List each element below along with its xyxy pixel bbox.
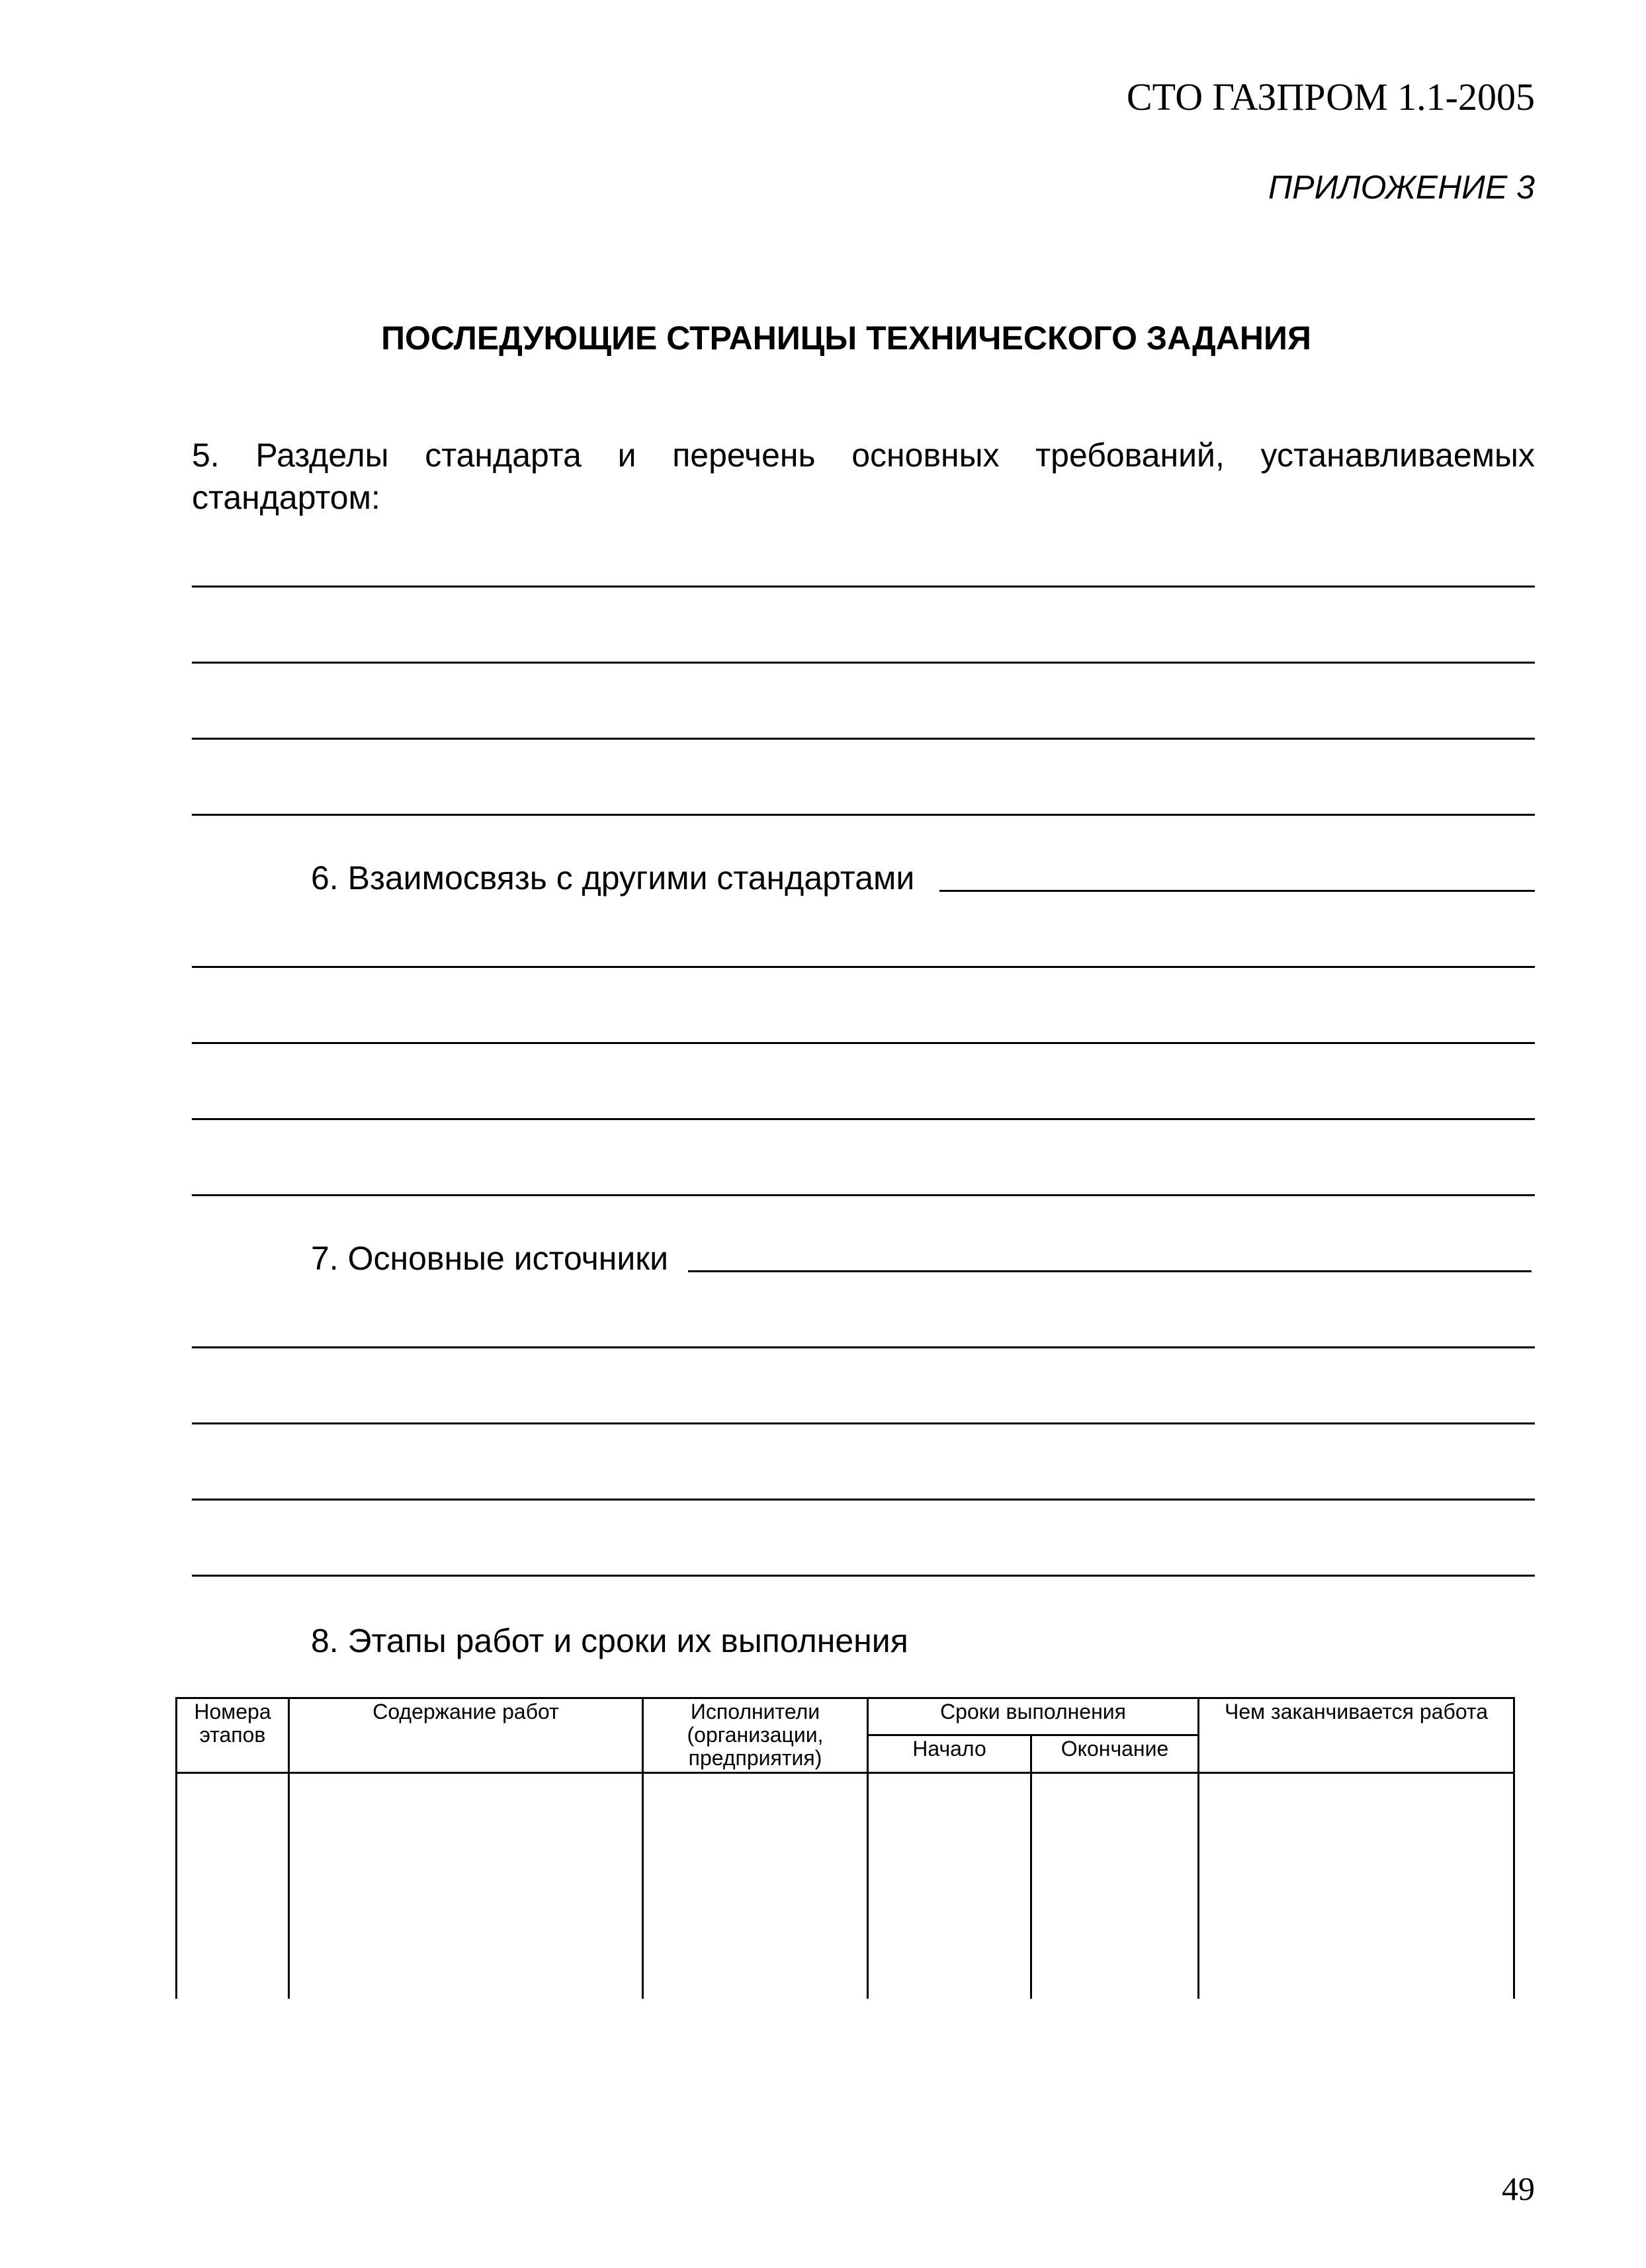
fill-line[interactable] bbox=[192, 1194, 1535, 1196]
section-5-heading-continued: стандартом: bbox=[192, 479, 380, 516]
section-6-heading: 6. Взаимосвязь с другими стандартами bbox=[311, 859, 915, 896]
fill-line[interactable] bbox=[688, 1270, 1532, 1272]
table-cell[interactable] bbox=[289, 1772, 643, 1999]
table-cell[interactable] bbox=[177, 1772, 289, 1999]
column-header-content: Содержание работ bbox=[289, 1698, 643, 1773]
table-row bbox=[177, 1772, 1514, 1999]
fill-line[interactable] bbox=[192, 1346, 1535, 1348]
column-header-result: Чем заканчивается работа bbox=[1199, 1698, 1514, 1773]
table-cell[interactable] bbox=[643, 1772, 868, 1999]
fill-line[interactable] bbox=[939, 890, 1535, 892]
appendix-label: ПРИЛОЖЕНИЕ 3 bbox=[1268, 169, 1535, 206]
fill-line[interactable] bbox=[192, 1422, 1535, 1424]
section-7-heading: 7. Основные источники bbox=[311, 1240, 669, 1277]
document-title: ПОСЛЕДУЮЩИЕ СТРАНИЦЫ ТЕХНИЧЕСКОГО ЗАДАНИЯ bbox=[381, 320, 1311, 357]
fill-line[interactable] bbox=[192, 662, 1535, 664]
page-number: 49 bbox=[1502, 2170, 1535, 2207]
column-header-performers: Исполнители (организации, предприятия) bbox=[643, 1698, 868, 1773]
fill-line[interactable] bbox=[192, 738, 1535, 740]
column-header-stage-number: Номера этапов bbox=[177, 1698, 289, 1773]
fill-line[interactable] bbox=[192, 966, 1535, 968]
section-5-heading: 5. Разделы стандарта и перечень основных требований, устанавливаемых bbox=[192, 437, 1535, 474]
column-header-deadlines: Сроки выполнения bbox=[868, 1698, 1199, 1735]
fill-line[interactable] bbox=[192, 586, 1535, 588]
standard-code: СТО ГАЗПРОМ 1.1-2005 bbox=[1126, 75, 1535, 118]
fill-line[interactable] bbox=[192, 1499, 1535, 1501]
fill-line[interactable] bbox=[192, 1575, 1535, 1577]
section-8-heading: 8. Этапы работ и сроки их выполнения bbox=[311, 1622, 908, 1659]
fill-line[interactable] bbox=[192, 1042, 1535, 1044]
column-header-start: Начало bbox=[868, 1735, 1031, 1772]
table-cell[interactable] bbox=[1031, 1772, 1199, 1999]
table-cell[interactable] bbox=[868, 1772, 1031, 1999]
column-header-end: Окончание bbox=[1031, 1735, 1199, 1772]
fill-line[interactable] bbox=[192, 814, 1535, 816]
fill-line[interactable] bbox=[192, 1118, 1535, 1120]
table-cell[interactable] bbox=[1199, 1772, 1514, 1999]
work-stages-table bbox=[175, 1697, 1515, 1999]
